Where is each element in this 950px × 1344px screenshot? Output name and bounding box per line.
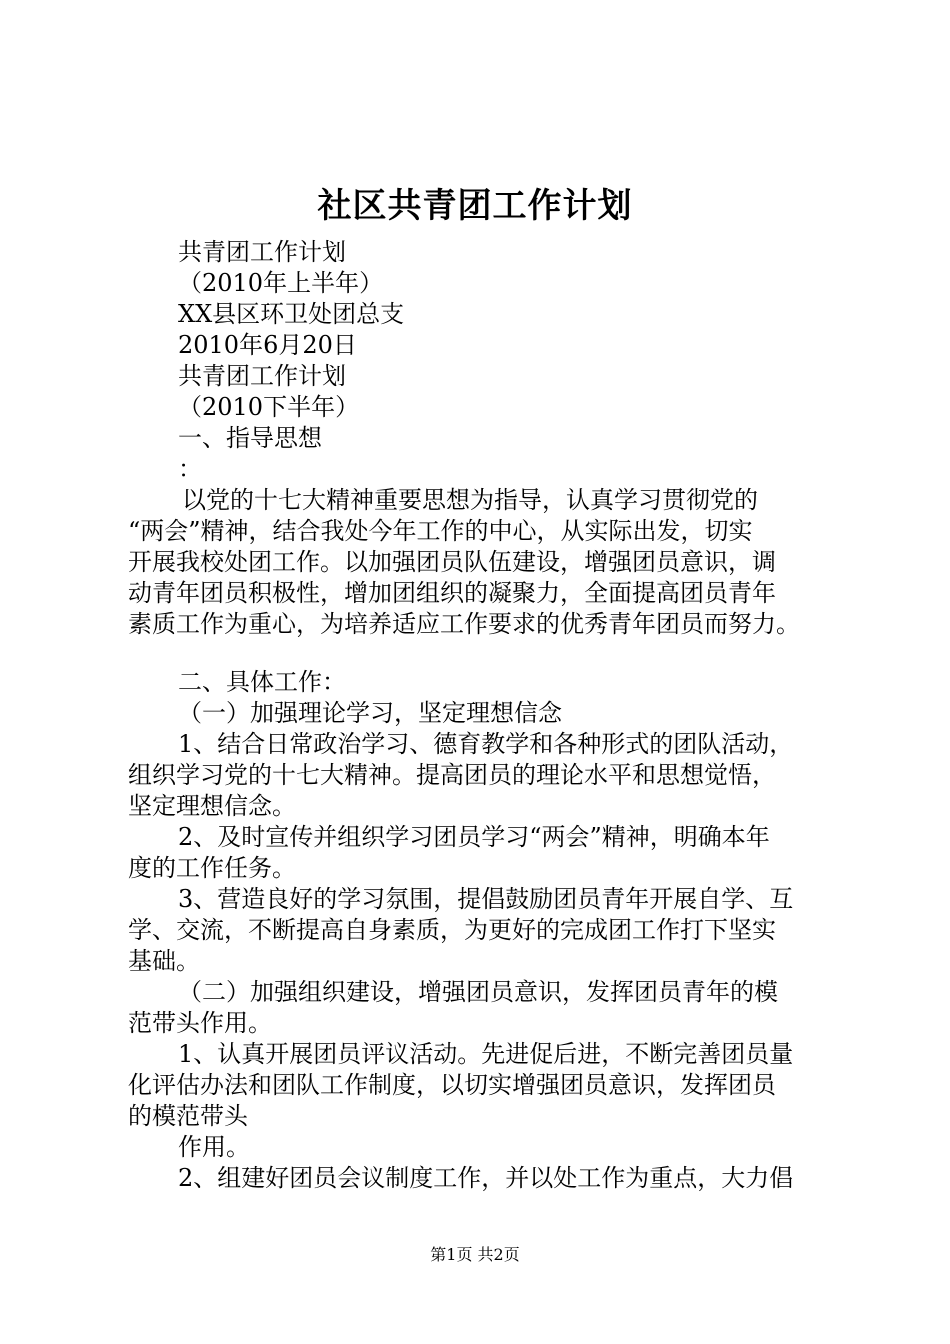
document-title: 社区共青团工作计划 [317,186,633,226]
header-line: 2010年6月20日 [178,331,357,359]
page-footer: 第1页 共2页 [430,1245,520,1264]
header-line: XX县区环卫处团总支 [178,300,405,328]
paragraph-line: 3、营造良好的学习氛围，提倡鼓励团员青年开展自学、互 [178,885,794,913]
header-line: ： [178,455,202,483]
paragraph-line: 素质工作为重心，为培养适应工作要求的优秀青年团员而努力。 [128,610,800,638]
header-line: （2010年上半年） [178,269,384,297]
subsection-heading: （一）加强理论学习，坚定理想信念 [178,699,562,727]
paragraph-line: 组织学习党的十七大精神。提高团员的理论水平和思想觉悟， [128,761,776,789]
paragraph-line: 坚定理想信念。 [128,792,296,820]
paragraph-line: 范带头作用。 [128,1009,272,1037]
paragraph-line: 度的工作任务。 [128,854,296,882]
paragraph-spacer [128,640,834,667]
subsection-heading: （二）加强组织建设，增强团员意识，发挥团员青年的模 [178,978,778,1006]
paragraph-line: 的模范带头 [128,1102,248,1130]
section-heading: 二、具体工作： [178,668,346,696]
paragraph-line: 2、及时宣传并组织学习团员学习“两会”精神，明确本年 [178,823,770,851]
header-line: 共青团工作计划 [178,238,346,266]
paragraph-line: 基础。 [128,947,200,975]
paragraph-line: 1、结合日常政治学习、德育教学和各种形式的团队活动， [178,730,794,758]
paragraph-line: “两会”精神，结合我处今年工作的中心，从实际出发，切实 [128,517,753,545]
paragraph-line: 2、组建好团员会议制度工作，并以处工作为重点，大力倡 [178,1164,794,1192]
header-line: 共青团工作计划 [178,362,346,390]
document-body [128,237,834,1194]
paragraph-line: 动青年团员积极性，增加团组织的凝聚力，全面提高团员青年 [128,579,776,607]
paragraph-line: 化评估办法和团队工作制度，以切实增强团员意识，发挥团员 [128,1071,776,1099]
paragraph-line: 以党的十七大精神重要思想为指导，认真学习贯彻党的 [182,486,758,514]
header-line: （2010下半年） [178,393,360,421]
section-heading: 一、指导思想 [178,424,322,452]
paragraph-line: 学、交流，不断提高自身素质，为更好的完成团工作打下坚实 [128,916,776,944]
paragraph-line: 1、认真开展团员评议活动。先进促后进，不断完善团员量 [178,1040,794,1068]
paragraph-line: 开展我校处团工作。以加强团员队伍建设，增强团员意识，调 [128,548,776,576]
paragraph-line: 作用。 [178,1133,250,1161]
